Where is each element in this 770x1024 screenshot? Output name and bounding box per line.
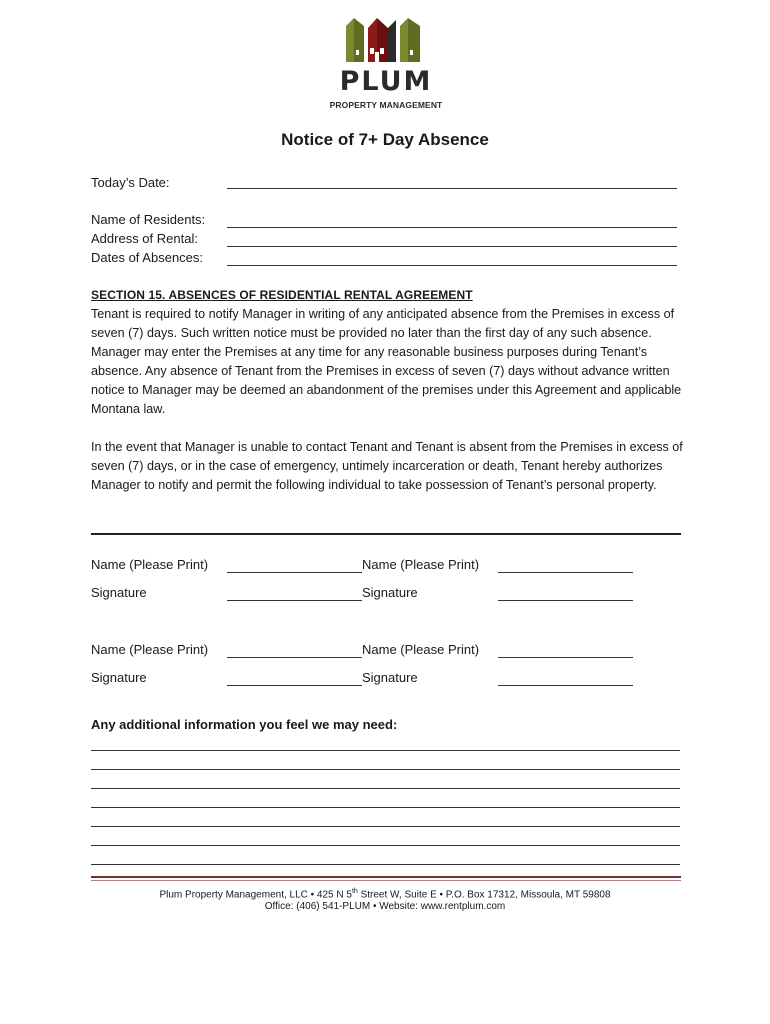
- section-paragraph-1: Tenant is required to notify Manager in writing of any anticipated absence from the Premises in excess of seven (7) days. Such written notice must be provided no later than the first day of any such absence. Manager may enter the Premises at any time for any reasonable business purposes during Tenant’s absence. Any absence of Tenant from the Premises in excess of seven (7) days without advance written notice to Manager may be deemed an abandonment of the premises under this Agreement and applicable Montana law.: [91, 307, 682, 416]
- signature-field-3[interactable]: [227, 685, 362, 686]
- name-print-field-1[interactable]: [227, 572, 362, 573]
- additional-info-line-6[interactable]: [91, 845, 680, 846]
- signature-label-2: Signature: [362, 585, 418, 600]
- signature-label-4: Signature: [362, 670, 418, 685]
- brand-subtitle: PROPERTY MANAGEMENT: [329, 100, 443, 110]
- signature-label-3: Signature: [91, 670, 147, 685]
- footer-rule-thin: [91, 880, 681, 881]
- signature-field-1[interactable]: [227, 600, 362, 601]
- name-print-field-4[interactable]: [498, 657, 633, 658]
- name-print-label-3: Name (Please Print): [91, 642, 209, 657]
- name-print-label-2: Name (Please Print): [362, 557, 480, 572]
- additional-info-line-7[interactable]: [91, 864, 680, 865]
- residents-field[interactable]: [227, 227, 677, 228]
- today-date-label: Today’s Date:: [91, 175, 170, 190]
- section-divider: [91, 533, 681, 535]
- signature-field-4[interactable]: [498, 685, 633, 686]
- plum-logo-icon: [344, 16, 426, 64]
- additional-info-line-3[interactable]: [91, 788, 680, 789]
- footer-rule: [91, 876, 681, 878]
- footer-address-b: Street W, Suite E • P.O. Box 17312, Missoula, MT 59808: [357, 889, 611, 901]
- dates-field[interactable]: [227, 265, 677, 266]
- name-print-label-4: Name (Please Print): [362, 642, 480, 657]
- address-label: Address of Rental:: [91, 231, 198, 246]
- brand-name: PLUM: [339, 66, 433, 97]
- name-print-field-2[interactable]: [498, 572, 633, 573]
- additional-info-line-2[interactable]: [91, 769, 680, 770]
- signature-label-1: Signature: [91, 585, 147, 600]
- additional-info-line-4[interactable]: [91, 807, 680, 808]
- footer-contact: Office: (406) 541-PLUM • Website: www.rentplum.com: [264, 901, 506, 912]
- additional-info-line-1[interactable]: [91, 750, 680, 751]
- name-print-label-1: Name (Please Print): [91, 557, 209, 572]
- footer-address-a: Plum Property Management, LLC • 425 N 5: [159, 889, 352, 901]
- section-paragraph-2: In the event that Manager is unable to contact Tenant and Tenant is absent from the Premises in excess of seven (7) days, or in the case of emergency, untimely incarceration or death, Tenant hereby authorizes Manager to notify and permit the following individual to take possession of Tenant’s personal property.: [91, 440, 683, 492]
- page-title: Notice of 7+ Day Absence: [281, 130, 489, 149]
- name-print-field-3[interactable]: [227, 657, 362, 658]
- additional-info-line-5[interactable]: [91, 826, 680, 827]
- footer-address-sup: th: [351, 888, 358, 895]
- signature-field-2[interactable]: [498, 600, 633, 601]
- additional-info-heading: Any additional information you feel we may need:: [91, 717, 398, 732]
- dates-label: Dates of Absences:: [91, 250, 204, 265]
- section-heading: SECTION 15. ABSENCES OF RESIDENTIAL RENTAL AGREEMENT: [91, 288, 473, 302]
- residents-label: Name of Residents:: [91, 212, 206, 227]
- address-field[interactable]: [227, 246, 677, 247]
- today-date-field[interactable]: [227, 188, 677, 189]
